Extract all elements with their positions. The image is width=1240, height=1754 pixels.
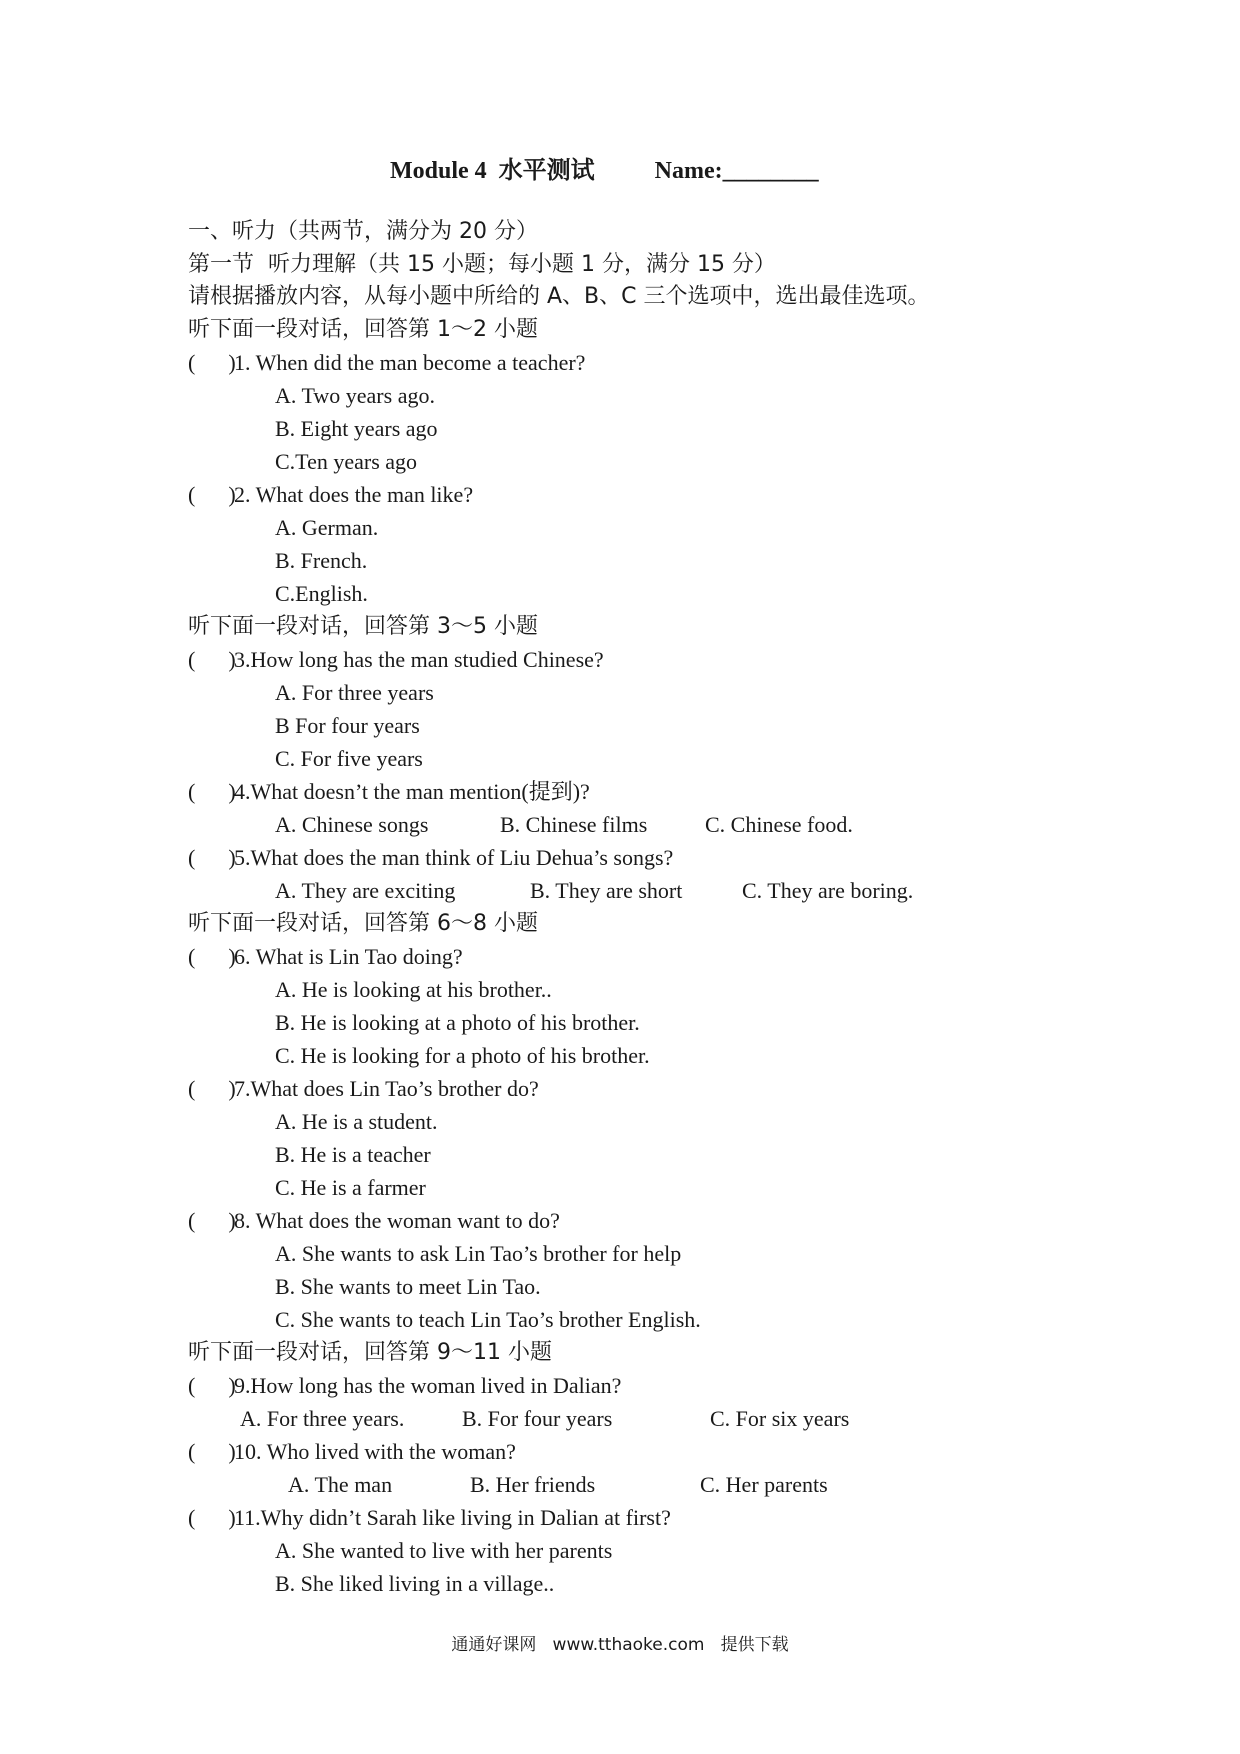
question-text: 8. What does the woman want to do?: [234, 1208, 560, 1233]
question-10: [188, 1437, 516, 1467]
option-a: A. She wanted to live with her parents: [275, 1538, 613, 1563]
option-a: A. German.: [275, 515, 379, 540]
group-heading-1: 听下面一段对话，回答第 1～2 小题: [188, 317, 538, 342]
question-11: [188, 1503, 671, 1533]
option-a: A. The man: [288, 1472, 393, 1497]
part1-heading: 第一节 听力理解（共 15 小题；每小题 1 分，满分 15 分）: [188, 252, 776, 277]
instruction: 请根据播放内容，从每小题中所给的 A、B、C 三个选项中，选出最佳选项。: [188, 284, 930, 309]
option-a: A. For three years: [275, 680, 434, 705]
option-b: B. They are short: [530, 878, 683, 903]
question-9: [188, 1371, 621, 1401]
question-text: 5.What does the man think of Liu Dehua’s songs?: [234, 845, 674, 870]
option-b: B. He is looking at a photo of his brother.: [275, 1010, 640, 1035]
option-a: A. They are exciting: [275, 878, 456, 903]
question-text: 10. Who lived with the woman?: [234, 1439, 516, 1464]
option-b: B For four years: [275, 713, 420, 738]
group-heading-4: 听下面一段对话，回答第 9～11 小题: [188, 1340, 552, 1365]
option-a: A. Chinese songs: [275, 812, 429, 837]
answer-blank: ( ): [188, 1373, 236, 1398]
question-text: 1. When did the man become a teacher?: [234, 350, 586, 375]
answer-blank: ( ): [188, 350, 236, 375]
option-a: A. He is looking at his brother..: [275, 977, 552, 1002]
question-8: [188, 1206, 560, 1236]
answer-blank: ( ): [188, 1076, 236, 1101]
option-b: B. Eight years ago: [275, 416, 438, 441]
group-heading-3: 听下面一段对话，回答第 6～8 小题: [188, 911, 538, 936]
page-footer: 通通好课网 www.tthaoke.com 提供下载: [451, 1635, 789, 1655]
question-3: [188, 645, 604, 675]
option-c: C. He is a farmer: [275, 1175, 426, 1200]
name-field-label: Name:________: [654, 158, 819, 184]
option-c: C. For five years: [275, 746, 423, 771]
question-text: 7.What does Lin Tao’s brother do?: [234, 1076, 539, 1101]
question-text: 3.How long has the man studied Chinese?: [234, 647, 604, 672]
answer-blank: ( ): [188, 1439, 236, 1464]
option-b: B. Chinese films: [500, 812, 648, 837]
option-c: C. She wants to teach Lin Tao’s brother English.: [275, 1307, 701, 1332]
option-b: B. Her friends: [470, 1472, 596, 1497]
answer-blank: ( ): [188, 1208, 236, 1233]
question-6: [188, 942, 463, 972]
question-2: [188, 480, 473, 510]
answer-blank: ( ): [188, 779, 236, 804]
question-text: 9.How long has the woman lived in Dalian?: [234, 1373, 622, 1398]
option-c: C. Chinese food.: [705, 812, 853, 837]
option-c: C. They are boring.: [742, 878, 914, 903]
question-4: [188, 777, 590, 807]
answer-blank: ( ): [188, 1505, 236, 1530]
option-b: B. For four years: [462, 1406, 613, 1431]
option-c: C. Her parents: [700, 1472, 828, 1497]
group-heading-2: 听下面一段对话，回答第 3～5 小题: [188, 614, 538, 639]
page-title: [390, 150, 819, 185]
option-b: B. She liked living in a village..: [275, 1571, 555, 1596]
question-5: [188, 843, 673, 873]
question-1: [188, 348, 585, 378]
option-a: A. Two years ago.: [275, 383, 435, 408]
option-b: B. French.: [275, 548, 368, 573]
option-a: A. He is a student.: [275, 1109, 438, 1134]
option-b: B. She wants to meet Lin Tao.: [275, 1274, 541, 1299]
option-c: C.English.: [275, 581, 368, 606]
answer-blank: ( ): [188, 647, 236, 672]
section-heading: 一、听力（共两节，满分为 20 分）: [188, 219, 538, 244]
question-text: 2. What does the man like?: [234, 482, 474, 507]
question-text: 6. What is Lin Tao doing?: [234, 944, 463, 969]
option-b: B. He is a teacher: [275, 1142, 431, 1167]
option-c: C. For six years: [710, 1406, 850, 1431]
answer-blank: ( ): [188, 944, 236, 969]
question-text: 11.Why didn’t Sarah like living in Dalian at first?: [234, 1505, 671, 1530]
module-title: Module 4 水平测试: [390, 158, 595, 184]
answer-blank: ( ): [188, 482, 236, 507]
option-c: C.Ten years ago: [275, 449, 418, 474]
option-c: C. He is looking for a photo of his brother.: [275, 1043, 650, 1068]
option-a: A. For three years.: [240, 1406, 405, 1431]
answer-blank: ( ): [188, 845, 236, 870]
question-text: 4.What doesn’t the man mention(提到)?: [234, 779, 590, 804]
question-7: [188, 1074, 539, 1104]
option-a: A. She wants to ask Lin Tao’s brother for help: [275, 1241, 682, 1266]
